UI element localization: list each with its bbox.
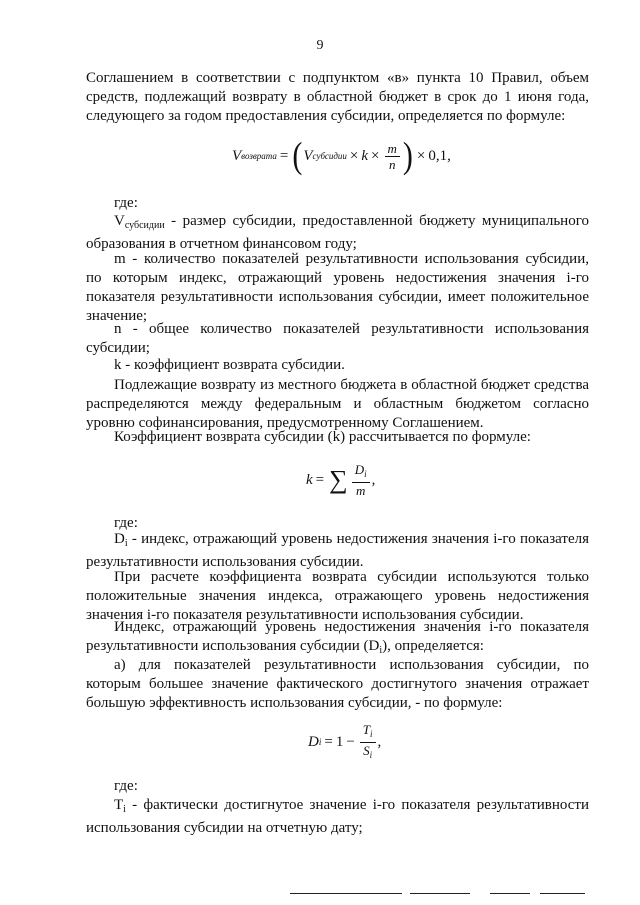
formula3-lhs: D: [308, 733, 319, 750]
formula-return-volume: [232, 133, 451, 179]
intro-paragraph: Соглашением в соответствии с подпунктом «в» пункта 10 Правил, объем средств, подлежащий возврату в областной бюджет в срок до 1 июня года, следующего за годом предоставления субсидии, определяется по формуле:: [86, 70, 589, 124]
formula1-close-paren: ): [402, 134, 413, 176]
formula1-lhs-sub: возврата: [241, 151, 277, 161]
where-label-2: где:: [114, 515, 138, 531]
formula2-fraction: [352, 462, 370, 498]
return-distribution-paragraph: Подлежащие возврату из местного бюджета в областной бюджет средства распределяются между федеральным и областным бюджетом согласно уровню софинансирования, предусмотренному Соглашением.: [86, 377, 589, 431]
formula3-one: 1: [335, 733, 344, 750]
footer-line-2: [410, 893, 470, 894]
formula2-num-wrap: [352, 462, 370, 483]
formula1-v: V: [303, 147, 313, 164]
formula3-den-wrap: [360, 743, 375, 763]
formula3-fraction: [360, 722, 376, 763]
formula1-open-paren: (: [292, 134, 303, 176]
footer-line-1: [290, 893, 402, 894]
formula3-tail: ,: [377, 733, 382, 750]
def-d-sub: i: [124, 538, 128, 549]
formula1-fraction: [385, 141, 400, 172]
formula-coefficient: [306, 458, 375, 502]
where-label-3: где:: [114, 778, 138, 794]
formula3-num-wrap: [360, 722, 376, 743]
def-n-paragraph: n - общее количество показателей результативности использования субсидии;: [86, 321, 589, 356]
formula1-tail: 0,1,: [428, 147, 451, 164]
formula3-den-sub: i: [369, 749, 373, 760]
def-v-lead: V: [114, 213, 125, 229]
def-t-paragraph: [86, 796, 589, 838]
formula1-times-a: ×: [349, 147, 359, 164]
formula2-lhs: k: [306, 471, 313, 488]
where-label-1: где:: [114, 195, 138, 211]
case-a-paragraph: а) для показателей результативности использования субсидии, по которым большее значение фактического достигнутого значения отражает большую эффективность использования субсидии, - по формуле:: [86, 657, 589, 711]
def-v-rest: - размер субсидии, предоставленной бюджету муниципального образования в отчетном финансовом году;: [86, 213, 589, 252]
formula1-den: n: [388, 156, 396, 172]
footer-line-3: [490, 893, 530, 894]
formula2-sigma: ∑: [329, 465, 348, 494]
formula3-eq: =: [324, 733, 333, 750]
def-t-sub: i: [123, 804, 126, 815]
formula2-eq: =: [315, 471, 325, 488]
formula1-eq: =: [279, 147, 289, 164]
formula2-tail: ,: [371, 471, 376, 488]
formula1-times-b: ×: [371, 147, 380, 164]
formula1-k: k: [361, 147, 369, 164]
def-m-paragraph: m - количество показателей результативности использования субсидии, по которым индекс, отражающий уровень недостижения значения i-го показателя результативности использования субсидии, имеет положительное значение;: [86, 251, 589, 324]
def-k-paragraph: k - коэффициент возврата субсидии.: [114, 357, 345, 373]
formula1-times-c: ×: [416, 147, 426, 164]
positive-values-paragraph: При расчете коэффициента возврата субсидии используются только положительные значения индекса, отражающего уровень недостижения значения i-го показателя результативности использования субсидии.: [86, 569, 589, 623]
def-v-paragraph: [86, 212, 589, 254]
def-d-rest: - индекс, отражающий уровень недостижения значения i-го показателя результативности использования субсидии.: [86, 531, 589, 570]
index-sub: i: [379, 645, 383, 656]
formula3-lhs-sub: i: [318, 737, 322, 747]
formula3-minus: −: [346, 733, 355, 750]
def-d-lead: D: [114, 531, 125, 547]
page-number: 9: [316, 38, 324, 53]
def-t-lead: T: [114, 797, 124, 813]
footer-line-4: [540, 893, 585, 894]
formula3-num: T: [362, 721, 371, 737]
coefficient-intro-paragraph: Коэффициент возврата субсидии (k) рассчитывается по формуле:: [114, 429, 531, 445]
formula2-num-sub: i: [364, 469, 367, 479]
index-definition-paragraph: [86, 618, 589, 660]
formula2-den: m: [355, 483, 366, 498]
formula1-lhs: V: [232, 147, 242, 164]
def-t-rest: - фактически достигнутое значение i-го показателя результативности использования субсидии на отчетную дату;: [86, 797, 589, 836]
formula2-num: D: [354, 462, 365, 477]
formula-index: [308, 720, 381, 764]
formula1-num: m: [385, 141, 400, 157]
index-lead: Индекс, отражающий уровень недостижения значения i-го показателя результативности использования субсидии (D: [86, 619, 589, 654]
index-rest: ), определяется:: [382, 638, 484, 654]
def-d-paragraph: [86, 530, 589, 572]
formula3-num-sub: i: [370, 728, 373, 739]
def-v-sub: субсидии: [124, 220, 165, 231]
formula3-den: S: [363, 742, 370, 758]
formula1-v-sub: субсидии: [312, 151, 347, 161]
